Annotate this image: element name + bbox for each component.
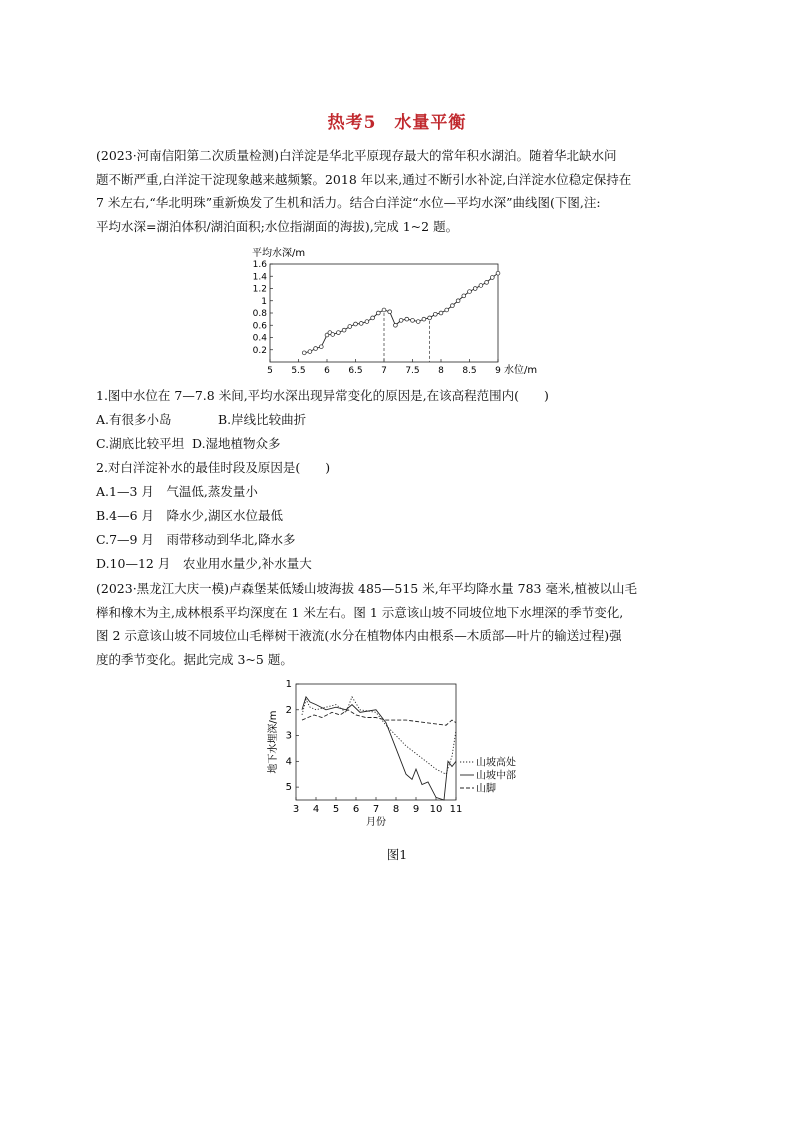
- y-tick-label: 0.2: [252, 345, 267, 356]
- data-point: [411, 318, 415, 322]
- data-point: [462, 294, 466, 298]
- data-point: [331, 333, 335, 337]
- y-tick-label: 0.4: [252, 333, 267, 344]
- q1-option-a: A.有很多小岛: [96, 412, 172, 427]
- data-point: [433, 312, 437, 316]
- y-tick-label: 1: [285, 679, 292, 690]
- passage-2-line: 图 2 示意该山坡不同坡位山毛榉树干液流(水分在植物体内由根系—木质部—叶片的输送过程)强: [96, 628, 622, 643]
- series-foot-line: [302, 710, 456, 725]
- x-tick-label: 6: [352, 804, 360, 815]
- data-point: [473, 287, 477, 291]
- passage-2-line: 榉和橡木为主,成林根系平均深度在 1 米左右。图 1 示意该山坡不同坡位地下水埋深的季节变化,: [96, 604, 624, 620]
- water-level-depth-chart: [230, 244, 550, 382]
- data-point: [451, 304, 455, 308]
- data-point: [394, 323, 398, 327]
- data-point: [308, 350, 312, 354]
- data-point: [388, 310, 392, 314]
- x-tick-label: 9: [495, 366, 501, 376]
- y-tick-label: 1.4: [252, 272, 267, 283]
- q2-option-d: D.10—12 月 农业用水量少,补水量大: [96, 556, 312, 571]
- data-point: [365, 320, 369, 324]
- passage-1-line: 题不断严重,白洋淀干淀现象越来越频繁。2018 年以来,通过不断引水补淀,白洋淀水位稳定保持在: [96, 171, 632, 187]
- x-tick-label: 8: [392, 804, 400, 815]
- q1-option-d: D.湿地植物众多: [192, 436, 281, 451]
- x-tick-label: 5: [267, 366, 273, 376]
- x-tick-label: 7.5: [405, 366, 420, 376]
- data-point: [456, 299, 460, 303]
- passage-1-line: (2023·河南信阳第二次质量检测)白洋淀是华北平原现存最大的常年积水湖泊。随着华北缺水问: [96, 148, 617, 163]
- x-tick-label: 4: [312, 804, 320, 815]
- x-axis-title: 水位/m: [504, 365, 538, 376]
- data-point: [496, 271, 500, 275]
- data-point: [490, 276, 494, 280]
- q2-option-c: C.7—9 月 雨带移动到华北,降水多: [96, 532, 296, 547]
- passage-1: [96, 144, 700, 238]
- data-point: [371, 316, 375, 320]
- data-point: [428, 316, 432, 320]
- q2-option-b: B.4—6 月 降水少,湖区水位最低: [96, 508, 284, 523]
- series-foot-legend-label: 山脚: [476, 783, 496, 795]
- y-tick-label: 0.6: [252, 321, 267, 332]
- question-1-stem: 1.图中水位在 7—7.8 米间,平均水深出现异常变化的原因是,在该高程范围内( ): [96, 388, 549, 403]
- y-tick-label: 2: [285, 704, 292, 716]
- series-mid-slope-line: [302, 697, 456, 800]
- data-point: [302, 351, 306, 355]
- series-high-slope-line: [302, 697, 456, 774]
- x-tick-label: 6.5: [348, 366, 363, 376]
- passage-1-line: 平均水深=湖泊体积/湖泊面积;水位指湖面的海拔),完成 1~2 题。: [96, 218, 459, 234]
- y-tick-label: 4: [285, 756, 292, 768]
- data-point: [382, 308, 386, 312]
- data-point: [319, 345, 323, 349]
- x-axis-title: 月份: [366, 817, 386, 828]
- data-point: [439, 311, 443, 315]
- x-tick-label: 3: [292, 804, 300, 815]
- y-tick-label: 3: [285, 730, 292, 742]
- q1-option-b: B.岸线比较曲折: [218, 412, 307, 427]
- data-point: [376, 311, 380, 315]
- x-tick-label: 5: [332, 804, 340, 815]
- x-tick-label: 9: [412, 804, 420, 815]
- q2-option-a: A.1—3 月 气温低,蒸发量小: [96, 484, 258, 499]
- data-point: [485, 280, 489, 284]
- data-point: [342, 328, 346, 332]
- y-tick-label: 1: [261, 296, 267, 307]
- x-tick-label: 5.5: [291, 366, 306, 376]
- passage-2-line: 度的季节变化。据此完成 3~5 题。: [96, 651, 293, 667]
- q1-option-c: C.湖底比较平坦: [96, 436, 185, 451]
- data-point: [348, 325, 352, 329]
- plot-frame: [296, 684, 456, 800]
- data-point: [337, 331, 341, 335]
- y-tick-label: 0.8: [252, 309, 267, 319]
- data-point: [314, 347, 318, 351]
- data-point: [468, 290, 472, 294]
- x-tick-label: 8: [438, 366, 444, 376]
- series-high-slope-legend-label: 山坡高处: [476, 757, 516, 769]
- depth-curve: [304, 273, 498, 353]
- passage-2: [96, 577, 700, 671]
- x-tick-label: 11: [449, 804, 463, 815]
- x-tick-label: 8.5: [462, 366, 477, 376]
- passage-2-line: (2023·黑龙江大庆一模)卢森堡某低矮山坡海拔 485—515 米,年平均降水量 783 毫米,植被以山毛: [96, 581, 637, 596]
- x-tick-label: 7: [381, 366, 387, 376]
- passage-1-line: 7 米左右,“华北明珠”重新焕发了生机和活力。结合白洋淀“水位—平均水深”曲线图(下图,注:: [96, 195, 601, 210]
- x-tick-label: 10: [429, 804, 443, 815]
- figure-1-caption: 图1: [386, 847, 408, 862]
- y-axis-title: 地下水埋深/m: [268, 710, 279, 774]
- question-2-stem: 2.对白洋淀补水的最佳时段及原因是( ): [96, 460, 331, 475]
- data-point: [354, 322, 358, 326]
- data-point: [359, 322, 363, 326]
- series-mid-slope-legend-label: 山坡中部: [476, 770, 516, 782]
- data-point: [405, 317, 409, 321]
- y-tick-label: 5: [285, 782, 292, 794]
- y-tick-label: 1.6: [252, 260, 267, 270]
- y-tick-label: 1.2: [252, 284, 267, 295]
- x-tick-label: 6: [324, 366, 330, 376]
- data-point: [422, 317, 426, 321]
- groundwater-depth-chart: [262, 678, 542, 838]
- data-point: [399, 318, 403, 322]
- data-point: [479, 284, 483, 288]
- page-title: 热考5 水量平衡: [327, 113, 467, 133]
- data-point: [416, 320, 420, 324]
- data-point: [445, 308, 449, 312]
- x-tick-label: 7: [372, 804, 380, 815]
- y-axis-title: 平均水深/m: [252, 248, 306, 259]
